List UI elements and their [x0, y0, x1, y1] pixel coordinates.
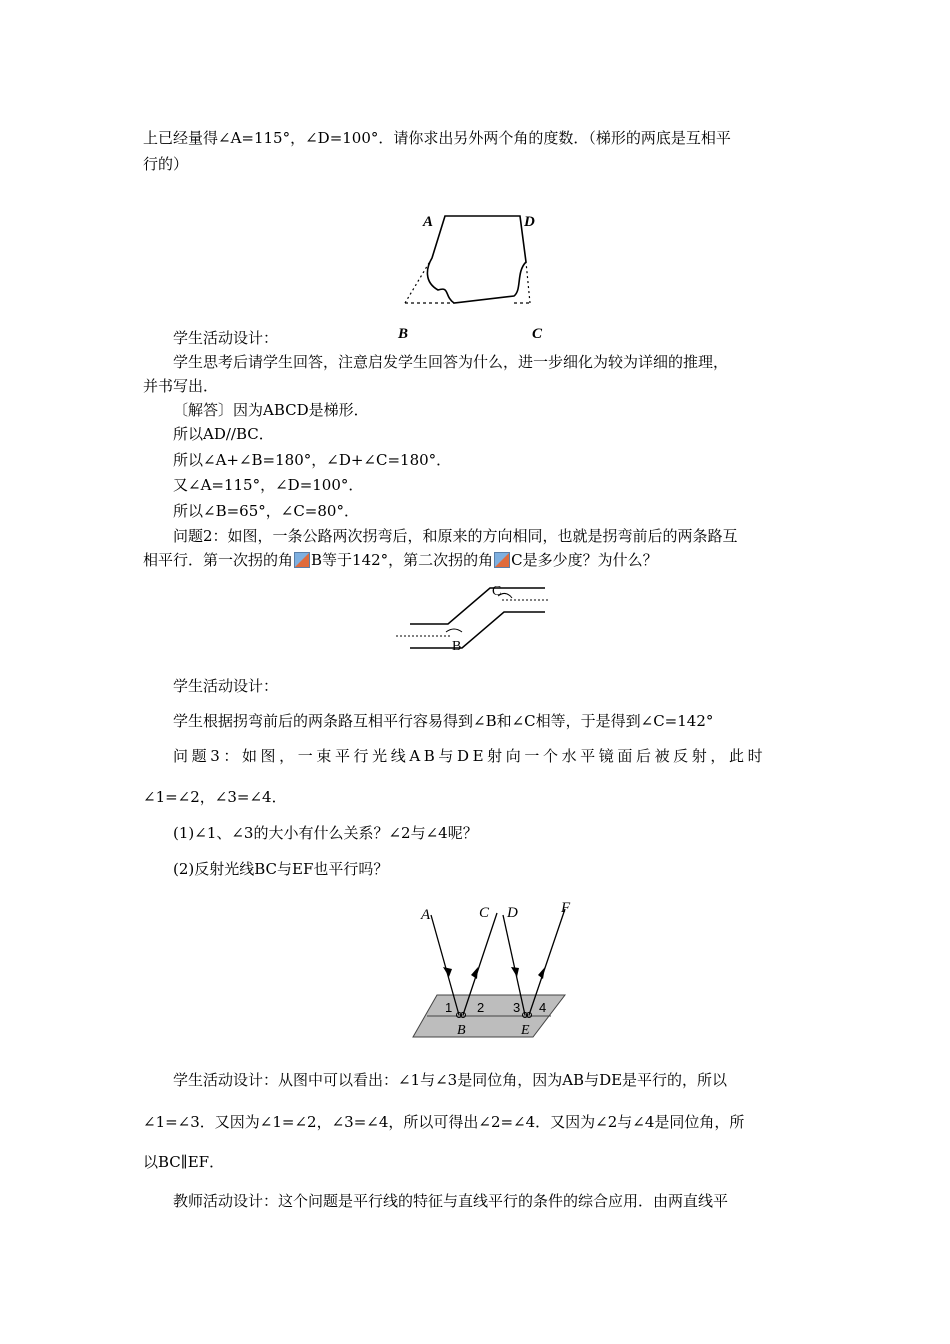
road-edge-lower: [410, 612, 545, 648]
text-line: 学生活动设计：: [173, 329, 279, 347]
road-figure: [390, 578, 560, 658]
dashed-leg: [526, 262, 530, 303]
label-E: E: [521, 1023, 530, 1038]
text-line: 学生活动设计：从图中可以看出：∠1与∠3是同位角，因为AB与DE是平行的，所以: [173, 1071, 728, 1089]
text-line: 行的）: [143, 155, 189, 173]
reflection-figure: [405, 895, 580, 1045]
label-3: 3: [513, 1000, 521, 1015]
text-line: 问题3：如图，一束平行光线AB与DE射向一个水平镜面后被反射，此时: [173, 747, 767, 765]
broken-image-icon: [494, 552, 510, 568]
text-line: 学生根据拐弯前后的两条路互相平行容易得到∠B和∠C相等，于是得到∠C=142°: [173, 712, 714, 730]
text-segment: C是多少度？为什么？: [511, 551, 658, 569]
label-1: 1: [445, 1000, 453, 1015]
text-line: [143, 550, 658, 570]
text-line: ∠1=∠2，∠3=∠4．: [143, 788, 287, 806]
dashed-leg: [405, 258, 432, 303]
label-B: B: [452, 639, 462, 654]
label-A: A: [421, 907, 431, 923]
trapezoid-outline: [427, 216, 526, 303]
text-line: 并书写出．: [143, 377, 219, 395]
broken-image-icon: [294, 552, 310, 568]
trapezoid-figure: [390, 200, 560, 350]
text-line: 所以∠B=65°，∠C=80°．: [173, 502, 359, 520]
text-line: 问题2：如图，一条公路两次拐弯后，和原来的方向相同，也就是拐弯前后的两条路互: [173, 527, 738, 545]
text-segment: 相平行．第一次拐的角: [143, 551, 294, 569]
text-line: 〔解答〕因为ABCD是梯形．: [173, 401, 369, 419]
text-line: 教师活动设计：这个问题是平行线的特征与直线平行的条件的综合应用．由两直线平: [173, 1192, 729, 1210]
arrow-BC: [471, 967, 478, 979]
text-line: 以BC∥EF．: [143, 1153, 225, 1171]
text-line: (2)反射光线BC与EF也平行吗？: [173, 860, 389, 878]
arrow-EF: [538, 967, 545, 979]
label-C: C: [492, 584, 502, 599]
label-A: A: [423, 214, 434, 230]
road-edge-upper: [410, 588, 545, 624]
label-C: C: [532, 326, 543, 342]
text-segment: B等于142°，第二次拐的角: [311, 551, 494, 569]
label-F: F: [561, 900, 571, 916]
angle-arc-B: [446, 629, 462, 632]
label-4: 4: [539, 1000, 547, 1015]
label-B: B: [398, 326, 409, 342]
label-D: D: [524, 214, 535, 230]
label-C: C: [479, 905, 490, 921]
text-line: 又∠A=115°，∠D=100°．: [173, 476, 364, 494]
text-line: 所以AD//BC．: [173, 425, 274, 443]
label-2: 2: [477, 1000, 485, 1015]
label-D: D: [507, 905, 518, 921]
text-line: ∠1=∠3．又因为∠1=∠2，∠3=∠4，所以可得出∠2=∠4．又因为∠2与∠4是同位角，所: [143, 1113, 745, 1131]
text-line: (1)∠1、∠3的大小有什么关系？∠2与∠4呢？: [173, 824, 478, 842]
text-line: 学生活动设计：: [173, 677, 279, 695]
arrow-DE: [511, 967, 519, 977]
text-line: 上已经量得∠A=115°，∠D=100°．请你求出另外两个角的度数．（梯形的两底是互相平: [143, 129, 731, 147]
text-line: 学生思考后请学生回答，注意启发学生回答为什么，进一步细化为较为详细的推理，: [173, 353, 729, 371]
label-B: B: [457, 1023, 466, 1038]
text-line: 所以∠A+∠B=180°，∠D+∠C=180°．: [173, 451, 452, 469]
